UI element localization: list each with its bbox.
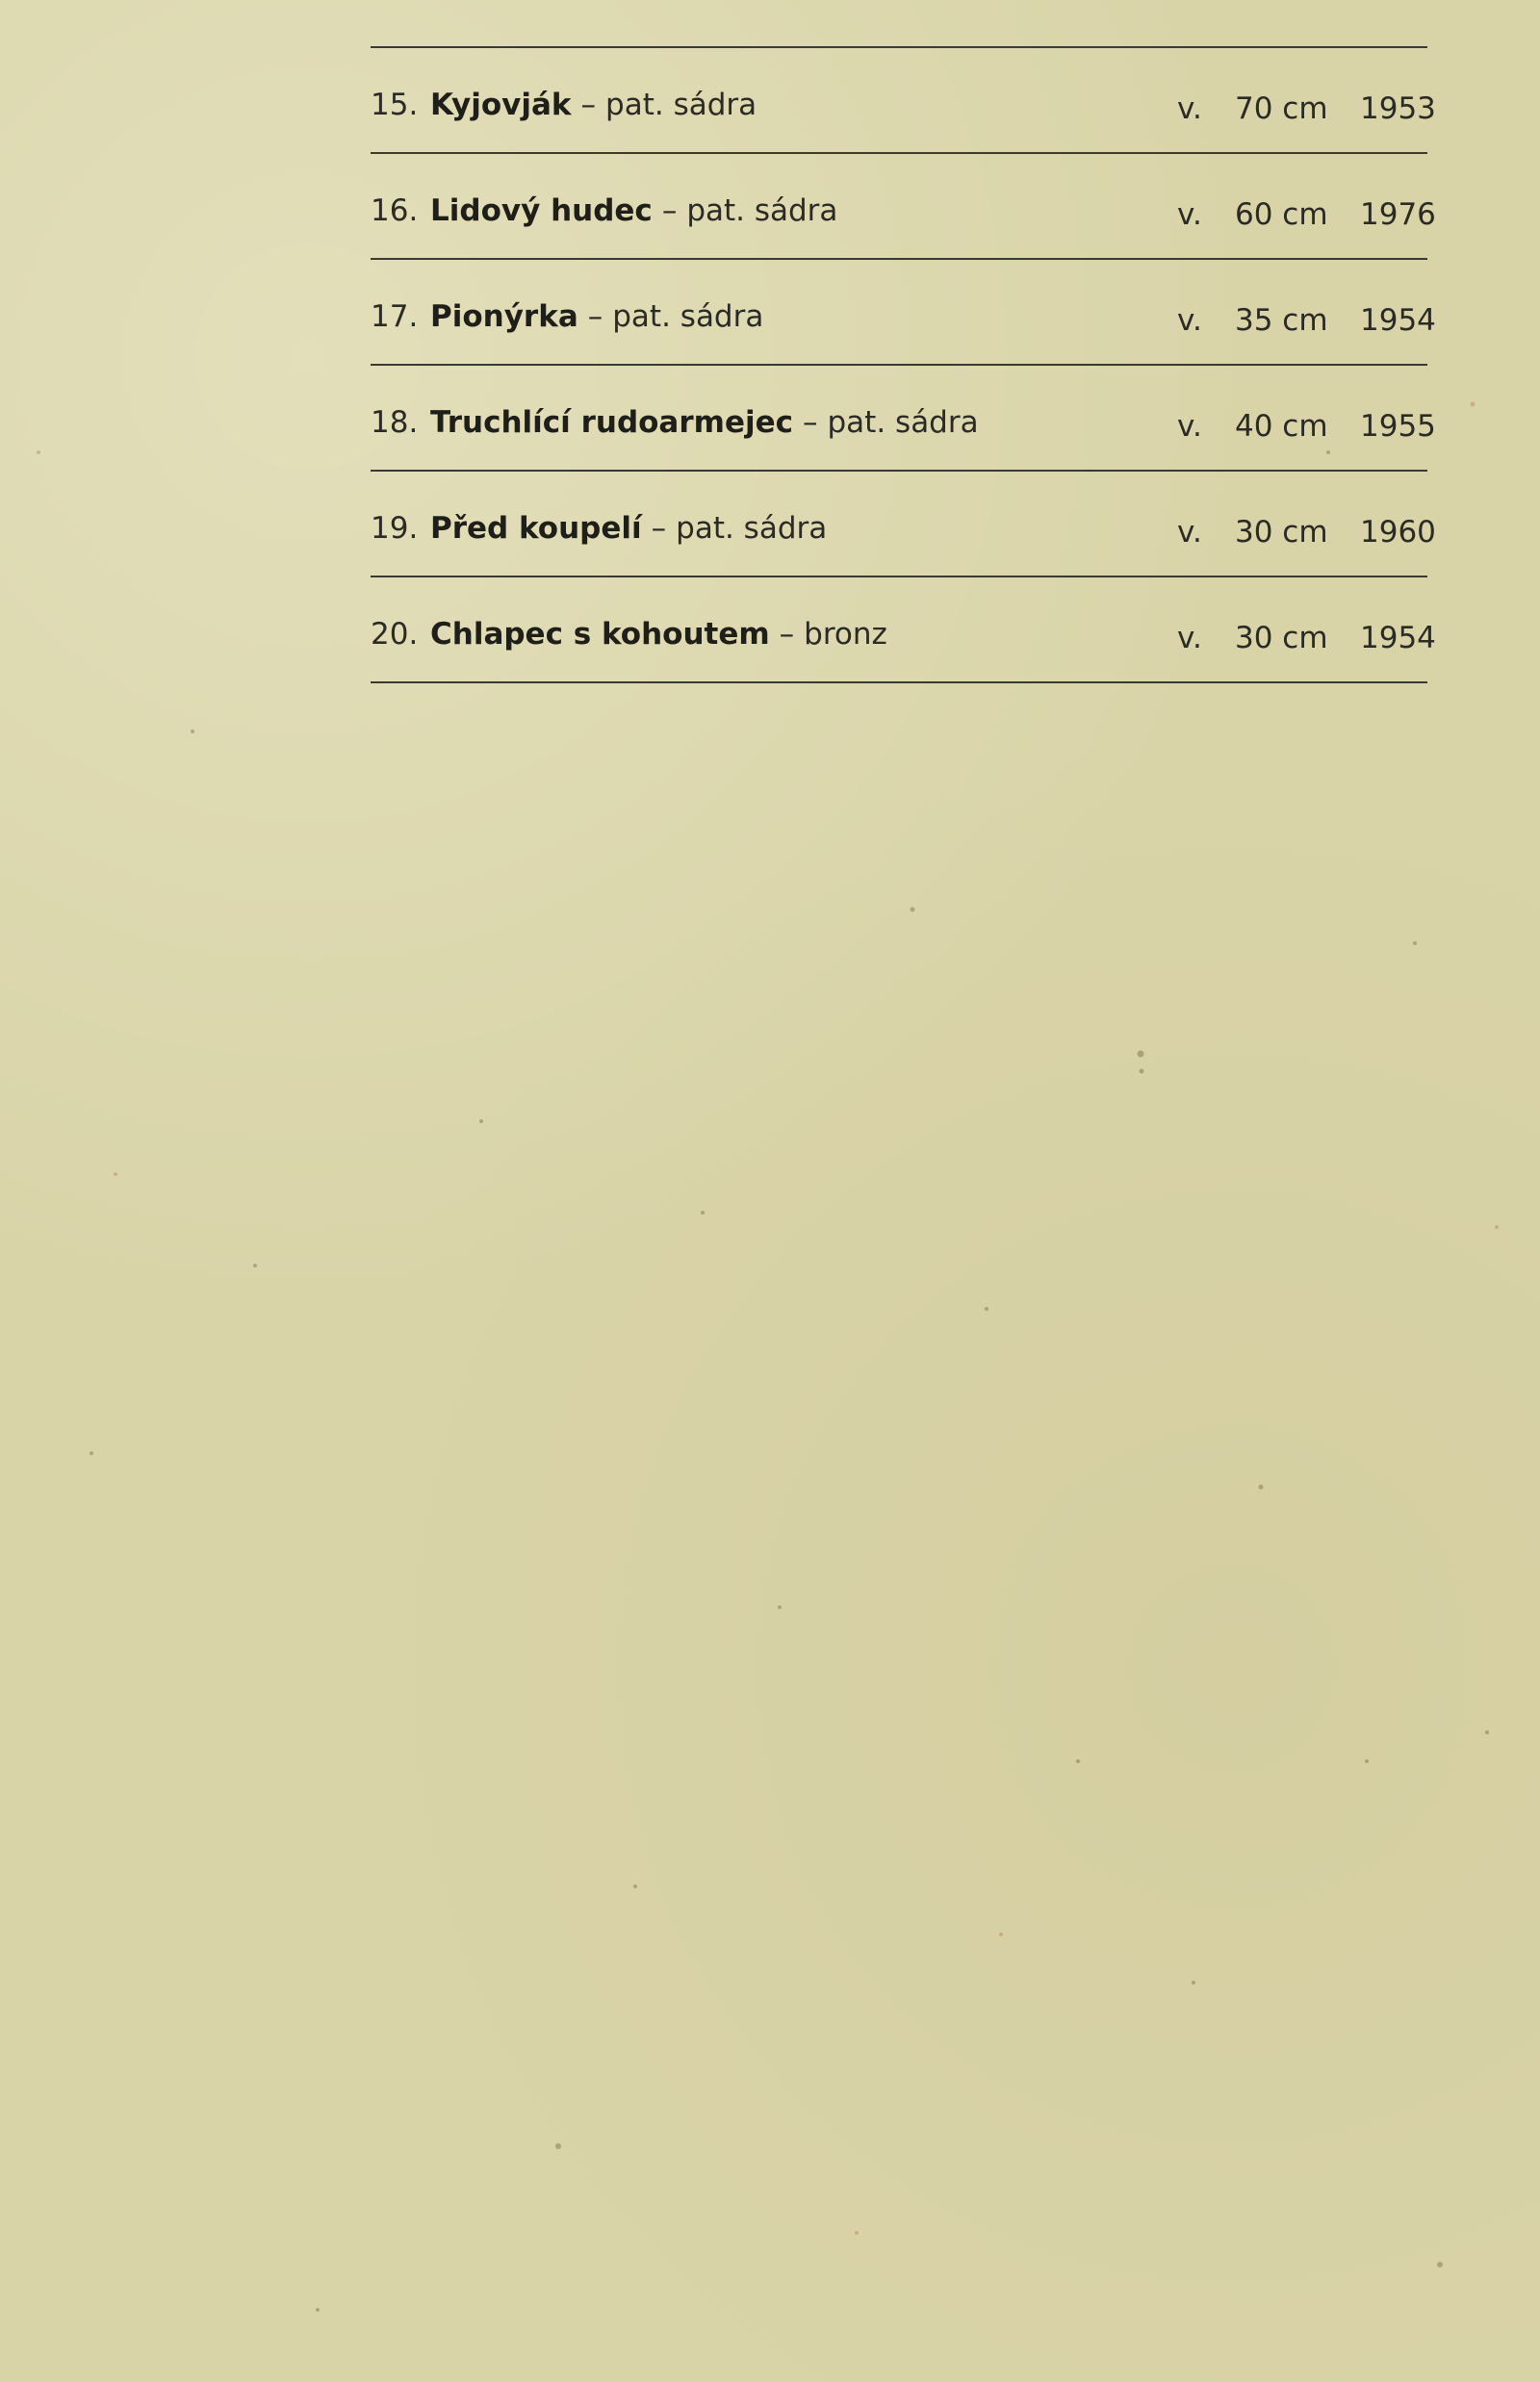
entry-material: bronz: [804, 617, 887, 652]
entry-title: Před koupelí: [430, 511, 642, 546]
entry-height: 30 cm: [1235, 621, 1328, 655]
entry-height: 40 cm: [1235, 409, 1328, 444]
entry-number: 18.: [371, 405, 419, 440]
entry-title: Kyjovják: [430, 88, 572, 122]
catalog-entry-20: [371, 577, 1436, 681]
entry-title: Pionýrka: [430, 299, 578, 334]
entry-number: 15.: [371, 88, 419, 122]
divider: [371, 681, 1427, 683]
entry-material: pat. sádra: [827, 405, 979, 440]
entry-separator: –: [587, 299, 603, 334]
catalog-entry-17: [371, 260, 1436, 364]
entry-year: 1954: [1360, 621, 1436, 655]
entry-material: pat. sádra: [686, 193, 838, 228]
entry-height-prefix: v.: [1177, 409, 1202, 444]
entry-number: 19.: [371, 511, 419, 546]
entry-year: 1954: [1360, 303, 1436, 338]
catalog-entry-15: [371, 48, 1436, 152]
entry-year: 1976: [1360, 197, 1436, 232]
entry-height-prefix: v.: [1177, 197, 1202, 232]
catalog-entry-19: [371, 472, 1436, 576]
entry-separator: –: [661, 193, 678, 228]
entry-number: 16.: [371, 193, 419, 228]
entry-material: pat. sádra: [605, 88, 757, 122]
entry-material: pat. sádra: [612, 299, 764, 334]
artwork-catalog-list: [371, 46, 1436, 683]
entry-label: [371, 511, 828, 546]
entry-label: [371, 405, 979, 440]
catalog-entry-18: [371, 366, 1436, 470]
entry-height-prefix: v.: [1177, 515, 1202, 550]
entry-separator: –: [651, 511, 667, 546]
entry-title: Lidový hudec: [430, 193, 653, 228]
entry-separator: –: [803, 405, 818, 440]
entry-material: pat. sádra: [676, 511, 828, 546]
entry-separator: –: [580, 88, 597, 122]
entry-title: Chlapec s kohoutem: [430, 617, 770, 652]
entry-height-prefix: v.: [1177, 303, 1202, 338]
entry-height-prefix: v.: [1177, 91, 1202, 126]
entry-height: 30 cm: [1235, 515, 1328, 550]
entry-height-prefix: v.: [1177, 621, 1202, 655]
entry-year: 1953: [1360, 91, 1436, 126]
entry-label: [371, 299, 764, 334]
entry-year: 1955: [1360, 409, 1436, 444]
entry-number: 17.: [371, 299, 419, 334]
entry-year: 1960: [1360, 515, 1436, 550]
catalog-entry-16: [371, 154, 1436, 258]
entry-label: [371, 617, 887, 652]
entry-height: 35 cm: [1235, 303, 1328, 338]
entry-height: 60 cm: [1235, 197, 1328, 232]
entry-height: 70 cm: [1235, 91, 1328, 126]
entry-label: [371, 193, 838, 228]
entry-separator: –: [779, 617, 795, 652]
entry-label: [371, 90, 757, 120]
entry-number: 20.: [371, 617, 419, 652]
entry-title: Truchlící rudoarmejec: [430, 405, 793, 440]
